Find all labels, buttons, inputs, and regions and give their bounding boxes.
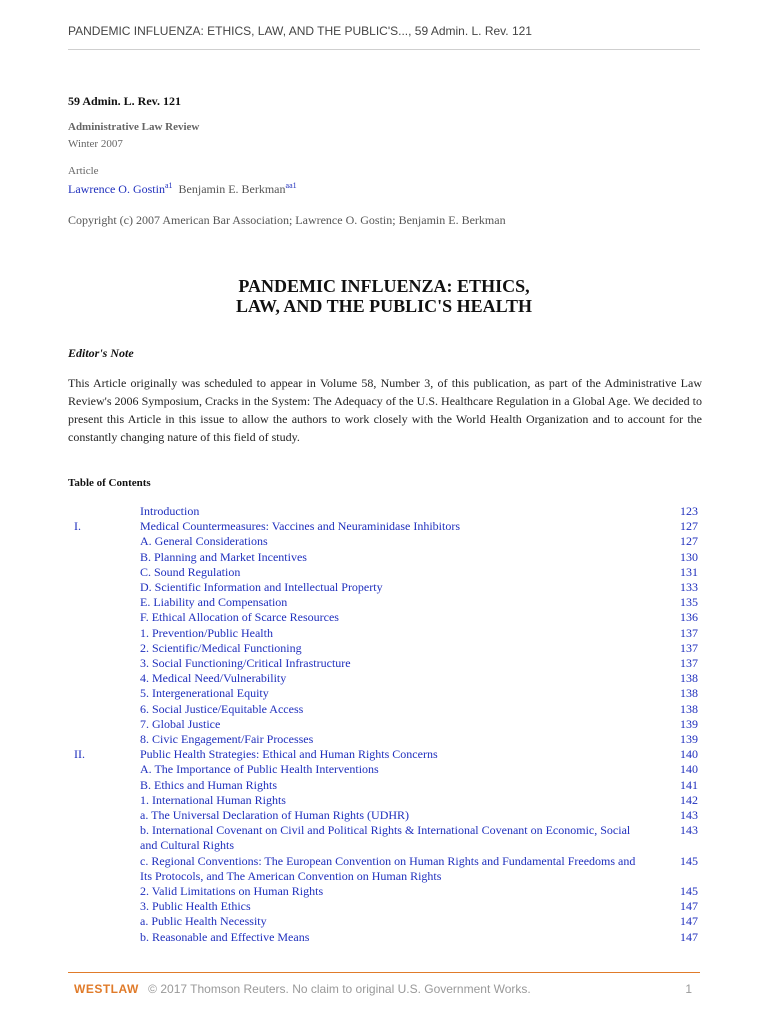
- copyright-notice: Copyright (c) 2007 American Bar Association; Lawrence O. Gostin; Benjamin E. Berkman: [68, 213, 506, 227]
- footer-notice: © 2017 Thomson Reuters. No claim to original U.S. Government Works.: [148, 982, 531, 996]
- toc-entry-link[interactable]: 6. Social Justice/Equitable Access: [140, 701, 304, 716]
- toc-page-link[interactable]: 138: [680, 686, 698, 701]
- author-berkman: Benjamin E. Berkman: [178, 182, 286, 196]
- toc-entry-link[interactable]: 2. Scientific/Medical Functioning: [140, 640, 302, 655]
- running-header: PANDEMIC INFLUENZA: ETHICS, LAW, AND THE PUBLIC'S..., 59 Admin. L. Rev. 121: [68, 24, 532, 38]
- toc-entry-link[interactable]: E. Liability and Compensation: [140, 595, 288, 610]
- toc-page-link[interactable]: 147: [680, 929, 698, 944]
- toc-entry-link[interactable]: 1. Prevention/Public Health: [140, 625, 273, 640]
- toc-entry-link[interactable]: D. Scientific Information and Intellectual Property: [140, 580, 383, 595]
- toc-page-link[interactable]: 135: [680, 595, 698, 610]
- toc-row: [68, 717, 698, 732]
- toc-entry-link[interactable]: a. Public Health Necessity: [140, 914, 267, 929]
- toc-row: [68, 626, 698, 641]
- toc-page-link[interactable]: 143: [680, 808, 698, 823]
- toc-row: [68, 504, 698, 519]
- table-of-contents: [68, 504, 698, 945]
- author-footnote-a1[interactable]: a1: [164, 181, 173, 190]
- toc-entry-link[interactable]: 3. Public Health Ethics: [140, 899, 251, 914]
- toc-row: [68, 534, 698, 549]
- toc-row: [68, 656, 698, 671]
- article-type-label: Article: [68, 165, 99, 177]
- toc-section-number: II.: [74, 747, 85, 762]
- toc-row: [68, 671, 698, 686]
- toc-entry-link[interactable]: Public Health Strategies: Ethical and Human Rights Concerns: [140, 747, 438, 762]
- page-number: 1: [685, 982, 692, 996]
- header-divider: [68, 49, 700, 50]
- toc-entry-link[interactable]: A. The Importance of Public Health Interventions: [140, 762, 379, 777]
- issue-season: Winter 2007: [68, 138, 123, 150]
- toc-row: [68, 565, 698, 580]
- toc-heading: Table of Contents: [68, 477, 151, 489]
- toc-row: [68, 641, 698, 656]
- toc-entry-link[interactable]: a. The Universal Declaration of Human Rights (UDHR): [140, 808, 410, 823]
- toc-page-link[interactable]: 130: [680, 549, 698, 564]
- toc-entry-link[interactable]: B. Planning and Market Incentives: [140, 549, 307, 564]
- toc-row: [68, 899, 698, 914]
- toc-row: [68, 823, 698, 853]
- toc-entry-link[interactable]: b. International Covenant on Civil and Political Rights & International Covenant on Economic, Social and Cultural Rights: [140, 823, 631, 853]
- toc-entry-link[interactable]: 5. Intergenerational Equity: [140, 686, 269, 701]
- toc-row: [68, 914, 698, 929]
- toc-row: [68, 580, 698, 595]
- toc-entry-link[interactable]: 3. Social Functioning/Critical Infrastructure: [140, 656, 351, 671]
- toc-entry-link[interactable]: C. Sound Regulation: [140, 564, 241, 579]
- toc-row: [68, 808, 698, 823]
- editor-note-heading: Editor's Note: [68, 346, 134, 360]
- author-line: [68, 181, 297, 197]
- title-line-1: PANDEMIC INFLUENZA: ETHICS,: [238, 276, 530, 296]
- toc-page-link[interactable]: 139: [680, 716, 698, 731]
- toc-section-number: I.: [74, 519, 81, 534]
- toc-entry-link[interactable]: B. Ethics and Human Rights: [140, 777, 277, 792]
- citation: 59 Admin. L. Rev. 121: [68, 94, 182, 108]
- journal-name: Administrative Law Review: [68, 121, 200, 133]
- title-line-2: LAW, AND THE PUBLIC'S HEALTH: [236, 296, 532, 316]
- author-link-gostin[interactable]: Lawrence O. Gostin: [68, 182, 165, 196]
- toc-entry-link[interactable]: 7. Global Justice: [140, 716, 221, 731]
- toc-page-link[interactable]: 142: [680, 792, 698, 807]
- toc-entry-link[interactable]: Introduction: [140, 504, 200, 518]
- toc-entry-link[interactable]: c. Regional Conventions: The European Convention on Human Rights and Fundamental Freedoms and Its Protocols, and The American Convention on Human Rights: [140, 853, 636, 883]
- toc-page-link[interactable]: 147: [680, 899, 698, 914]
- toc-page-link[interactable]: 138: [680, 671, 698, 686]
- toc-page-link[interactable]: 127: [680, 519, 698, 534]
- toc-page-link[interactable]: 138: [680, 701, 698, 716]
- toc-row: [68, 702, 698, 717]
- editor-note-text: This Article originally was scheduled to appear in Volume 58, Number 3, of this publication, as part of the Administrative Law Review's 2006 Symposium, Cracks in the System: The Adequacy of the U.S. Healthcare Regulation in a Global Age. We decided to present this Article in this issue to allow the authors to work closely with the World Health Organization and to account for the constantly changing nature of this field of study.: [68, 376, 702, 444]
- toc-entry-link[interactable]: b. Reasonable and Effective Means: [140, 929, 310, 944]
- footer-divider: [68, 972, 700, 973]
- toc-entry-link[interactable]: F. Ethical Allocation of Scarce Resources: [140, 610, 339, 625]
- toc-page-link[interactable]: 131: [680, 564, 698, 579]
- article-title: [68, 276, 700, 316]
- toc-row: [68, 686, 698, 701]
- toc-page-link[interactable]: 140: [680, 762, 698, 777]
- toc-page-link[interactable]: 127: [680, 534, 698, 549]
- toc-entry-link[interactable]: 4. Medical Need/Vulnerability: [140, 671, 287, 686]
- toc-page-link[interactable]: 139: [680, 732, 698, 747]
- toc-row: [68, 930, 698, 945]
- toc-entry-link[interactable]: Medical Countermeasures: Vaccines and Neuraminidase Inhibitors: [140, 519, 461, 534]
- westlaw-logo: WESTLAW: [74, 982, 139, 996]
- toc-row: [68, 610, 698, 625]
- toc-page-link[interactable]: 123: [680, 504, 698, 518]
- toc-row: [68, 778, 698, 793]
- toc-row: [68, 747, 698, 762]
- toc-page-link[interactable]: 140: [680, 747, 698, 762]
- toc-page-link[interactable]: 133: [680, 580, 698, 595]
- toc-row: [68, 884, 698, 899]
- toc-row: [68, 519, 698, 534]
- toc-entry-link[interactable]: 8. Civic Engagement/Fair Processes: [140, 732, 314, 747]
- toc-row: [68, 732, 698, 747]
- toc-page-link[interactable]: 141: [680, 777, 698, 792]
- toc-page-link[interactable]: 147: [680, 914, 698, 929]
- author-footnote-aa1[interactable]: aa1: [285, 181, 297, 190]
- toc-page-link[interactable]: 136: [680, 610, 698, 625]
- toc-page-link[interactable]: 137: [680, 625, 698, 640]
- toc-page-link[interactable]: 145: [680, 853, 698, 868]
- toc-row: [68, 854, 698, 884]
- toc-entry-link[interactable]: 1. International Human Rights: [140, 792, 286, 807]
- toc-page-link[interactable]: 137: [680, 656, 698, 671]
- toc-row: [68, 550, 698, 565]
- toc-page-link[interactable]: 143: [680, 823, 698, 838]
- toc-page-link[interactable]: 137: [680, 640, 698, 655]
- toc-page-link[interactable]: 145: [680, 884, 698, 899]
- toc-row: [68, 793, 698, 808]
- toc-row: [68, 595, 698, 610]
- footer: [74, 982, 694, 996]
- toc-entry-link[interactable]: A. General Considerations: [140, 534, 268, 549]
- toc-entry-link[interactable]: 2. Valid Limitations on Human Rights: [140, 884, 324, 899]
- toc-row: [68, 762, 698, 777]
